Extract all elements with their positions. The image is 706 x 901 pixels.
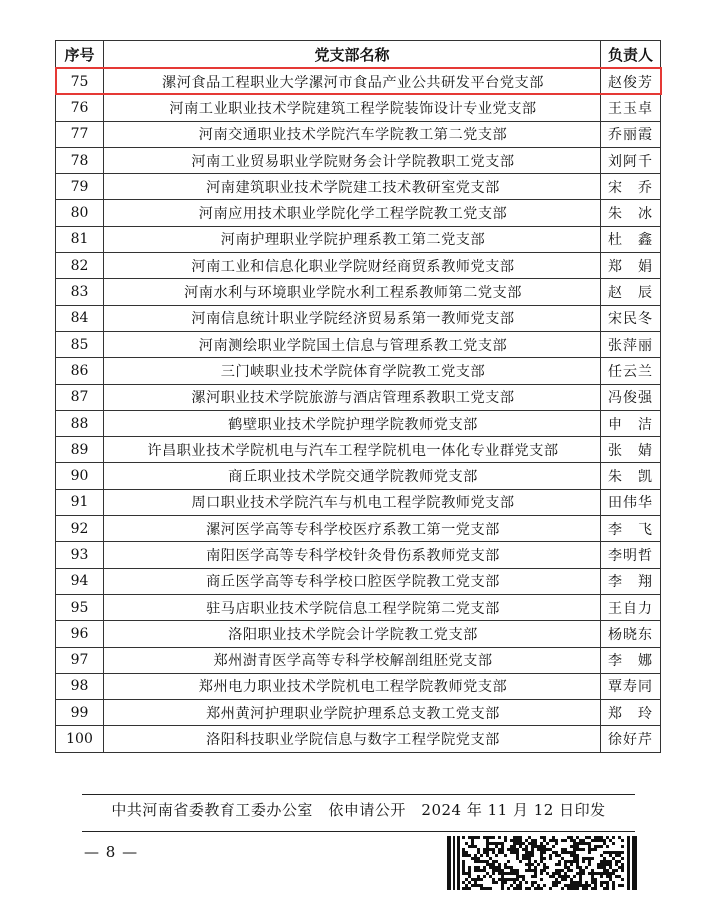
- footer-line: [82, 799, 635, 820]
- page-number: — 8 —: [84, 843, 139, 861]
- barcode-icon: [447, 836, 637, 890]
- table-row: [56, 279, 661, 305]
- row-leader: 朱 凯: [601, 463, 661, 489]
- row-leader: 王自力: [601, 594, 661, 620]
- table-row: [56, 305, 661, 331]
- table-row: [56, 200, 661, 226]
- row-leader: 乔丽霞: [601, 121, 661, 147]
- row-number: 86: [56, 358, 104, 384]
- row-leader: 郑 玲: [601, 700, 661, 726]
- row-leader: 冯俊强: [601, 384, 661, 410]
- row-number: 81: [56, 226, 104, 252]
- footer-disclosure: 依申请公开: [328, 801, 406, 819]
- row-leader: 田伟华: [601, 489, 661, 515]
- row-branch-name: 洛阳科技职业学院信息与数字工程学院党支部: [104, 726, 601, 752]
- row-branch-name: 郑州电力职业技术学院机电工程学院教师党支部: [104, 673, 601, 699]
- table-header-row: [56, 41, 661, 69]
- row-number: 78: [56, 147, 104, 173]
- row-branch-name: 许昌职业技术学院机电与汽车工程学院机电一体化专业群党支部: [104, 437, 601, 463]
- row-number: 85: [56, 331, 104, 357]
- table-row: [56, 463, 661, 489]
- row-number: 94: [56, 568, 104, 594]
- row-branch-name: 河南护理职业学院护理系教工第二党支部: [104, 226, 601, 252]
- row-leader: 覃寿同: [601, 673, 661, 699]
- row-number: 77: [56, 121, 104, 147]
- row-leader: 宋民冬: [601, 305, 661, 331]
- row-branch-name: 南阳医学高等专科学校针灸骨伤系教师党支部: [104, 542, 601, 568]
- table-row: [56, 542, 661, 568]
- row-leader: 李明哲: [601, 542, 661, 568]
- table-body: [56, 69, 661, 753]
- row-branch-name: 商丘职业技术学院交通学院教师党支部: [104, 463, 601, 489]
- row-branch-name: 河南测绘职业学院国土信息与管理系教工党支部: [104, 331, 601, 357]
- row-number: 95: [56, 594, 104, 620]
- row-leader: 赵俊芳: [601, 69, 661, 95]
- row-branch-name: 河南工业贸易职业学院财务会计学院教职工党支部: [104, 147, 601, 173]
- table-row: [56, 226, 661, 252]
- branch-table-container: [55, 40, 660, 753]
- row-leader: 李 翔: [601, 568, 661, 594]
- row-branch-name: 漯河职业技术学院旅游与酒店管理系教职工党支部: [104, 384, 601, 410]
- row-number: 87: [56, 384, 104, 410]
- row-number: 100: [56, 726, 104, 752]
- table-row: [56, 489, 661, 515]
- footer-bottom-rule: [82, 831, 635, 832]
- table-row: [56, 147, 661, 173]
- header-leader: 负责人: [601, 41, 661, 69]
- row-leader: 赵 辰: [601, 279, 661, 305]
- header-index: 序号: [56, 41, 104, 69]
- footer-date: 2024 年 11 月 12 日印发: [421, 801, 606, 819]
- row-number: 92: [56, 516, 104, 542]
- row-branch-name: 郑州澍青医学高等专科学校解剖组胚党支部: [104, 647, 601, 673]
- row-leader: 徐好芹: [601, 726, 661, 752]
- table-row: [56, 174, 661, 200]
- table-row: [56, 621, 661, 647]
- row-number: 91: [56, 489, 104, 515]
- row-number: 84: [56, 305, 104, 331]
- row-number: 82: [56, 253, 104, 279]
- row-branch-name: 漯河医学高等专科学校医疗系教工第一党支部: [104, 516, 601, 542]
- table-row: [56, 253, 661, 279]
- table-row: [56, 384, 661, 410]
- row-leader: 王玉卓: [601, 95, 661, 121]
- row-branch-name: 商丘医学高等专科学校口腔医学院教工党支部: [104, 568, 601, 594]
- row-number: 76: [56, 95, 104, 121]
- row-leader: 张 婧: [601, 437, 661, 463]
- row-branch-name: 河南建筑职业技术学院建工技术教研室党支部: [104, 174, 601, 200]
- header-branch-name: 党支部名称: [104, 41, 601, 69]
- row-leader: 李 飞: [601, 516, 661, 542]
- row-number: 97: [56, 647, 104, 673]
- table-row: [56, 331, 661, 357]
- row-branch-name: 河南应用技术职业学院化学工程学院教工党支部: [104, 200, 601, 226]
- row-leader: 杜 鑫: [601, 226, 661, 252]
- row-leader: 张萍丽: [601, 331, 661, 357]
- row-branch-name: 鹤壁职业技术学院护理学院教师党支部: [104, 410, 601, 436]
- row-branch-name: 河南水利与环境职业学院水利工程系教师第二党支部: [104, 279, 601, 305]
- table-row: [56, 673, 661, 699]
- row-number: 88: [56, 410, 104, 436]
- table-row: [56, 358, 661, 384]
- row-branch-name: 河南信息统计职业学院经济贸易系第一教师党支部: [104, 305, 601, 331]
- footer-issuer: 中共河南省委教育工委办公室: [111, 801, 313, 819]
- row-leader: 李 娜: [601, 647, 661, 673]
- row-leader: 郑 娟: [601, 253, 661, 279]
- table-row: [56, 95, 661, 121]
- row-leader: 杨晓东: [601, 621, 661, 647]
- row-branch-name: 周口职业技术学院汽车与机电工程学院教师党支部: [104, 489, 601, 515]
- row-leader: 刘阿千: [601, 147, 661, 173]
- row-number: 83: [56, 279, 104, 305]
- table-row: [56, 437, 661, 463]
- row-branch-name: 洛阳职业技术学院会计学院教工党支部: [104, 621, 601, 647]
- table-row: [56, 410, 661, 436]
- row-leader: 任云兰: [601, 358, 661, 384]
- row-branch-name: 河南工业和信息化职业学院财经商贸系教师党支部: [104, 253, 601, 279]
- table-row: [56, 121, 661, 147]
- row-branch-name: 河南交通职业技术学院汽车学院教工第二党支部: [104, 121, 601, 147]
- row-leader: 朱 冰: [601, 200, 661, 226]
- table-row: [56, 647, 661, 673]
- row-number: 90: [56, 463, 104, 489]
- row-branch-name: 三门峡职业技术学院体育学院教工党支部: [104, 358, 601, 384]
- row-number: 79: [56, 174, 104, 200]
- row-leader: 申 洁: [601, 410, 661, 436]
- table-row: [56, 594, 661, 620]
- table-row: [56, 726, 661, 752]
- row-number: 96: [56, 621, 104, 647]
- row-number: 80: [56, 200, 104, 226]
- footer-top-rule: [82, 794, 635, 795]
- row-number: 98: [56, 673, 104, 699]
- row-number: 89: [56, 437, 104, 463]
- table-row: [56, 568, 661, 594]
- row-branch-name: 驻马店职业技术学院信息工程学院第二党支部: [104, 594, 601, 620]
- row-branch-name: 漯河食品工程职业大学漯河市食品产业公共研发平台党支部: [104, 69, 601, 95]
- row-number: 75: [56, 69, 104, 95]
- row-number: 99: [56, 700, 104, 726]
- row-branch-name: 河南工业职业技术学院建筑工程学院装饰设计专业党支部: [104, 95, 601, 121]
- row-leader: 宋 乔: [601, 174, 661, 200]
- branch-table: [55, 40, 661, 753]
- table-row: [56, 69, 661, 95]
- table-row: [56, 700, 661, 726]
- row-number: 93: [56, 542, 104, 568]
- row-branch-name: 郑州黄河护理职业学院护理系总支教工党支部: [104, 700, 601, 726]
- table-row: [56, 516, 661, 542]
